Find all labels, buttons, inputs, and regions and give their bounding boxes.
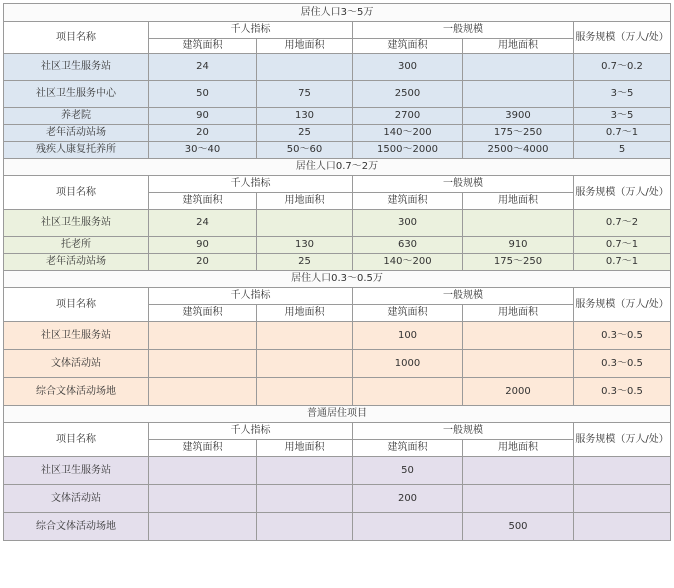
header-land-area: 用地面积	[257, 39, 353, 54]
per-thousand-building-cell	[149, 513, 257, 541]
general-land-cell	[463, 350, 574, 378]
header-per-thousand: 千人指标	[149, 22, 353, 39]
per-thousand-building-cell: 24	[149, 54, 257, 81]
project-name-cell: 老年活动站场	[4, 125, 149, 142]
per-thousand-building-cell: 90	[149, 237, 257, 254]
per-thousand-land-cell: 25	[257, 125, 353, 142]
table-row	[4, 254, 671, 271]
section-title: 普通居住项目	[4, 406, 671, 423]
header-service-scale: 服务规模（万人/处）	[574, 22, 671, 54]
per-thousand-land-cell	[257, 54, 353, 81]
header-project-name: 项目名称	[4, 176, 149, 210]
general-building-cell: 140～200	[353, 254, 463, 271]
section-title: 居住人口3～5万	[4, 4, 671, 22]
project-name-cell: 综合文体活动场地	[4, 378, 149, 406]
per-thousand-land-cell	[257, 350, 353, 378]
project-name-cell: 社区卫生服务站	[4, 54, 149, 81]
general-land-cell	[463, 322, 574, 350]
header-building-area: 建筑面积	[353, 39, 463, 54]
header-row	[4, 423, 671, 440]
header-general-scale: 一般规模	[353, 176, 574, 193]
per-thousand-land-cell: 130	[257, 237, 353, 254]
general-building-cell	[353, 513, 463, 541]
service-scale-cell	[574, 513, 671, 541]
header-row	[4, 176, 671, 193]
header-general-scale: 一般规模	[353, 288, 574, 305]
table-row	[4, 210, 671, 237]
table-row	[4, 237, 671, 254]
service-scale-cell: 0.7～1	[574, 254, 671, 271]
general-building-cell: 1000	[353, 350, 463, 378]
header-land-area: 用地面积	[257, 193, 353, 210]
project-name-cell: 社区卫生服务站	[4, 210, 149, 237]
general-building-cell: 630	[353, 237, 463, 254]
per-thousand-building-cell: 90	[149, 108, 257, 125]
table-row	[4, 350, 671, 378]
table-row	[4, 108, 671, 125]
header-per-thousand: 千人指标	[149, 423, 353, 440]
section-title-row	[4, 159, 671, 176]
section-title-row	[4, 4, 671, 22]
header-project-name: 项目名称	[4, 423, 149, 457]
per-thousand-land-cell: 75	[257, 81, 353, 108]
project-name-cell: 社区卫生服务中心	[4, 81, 149, 108]
general-land-cell: 3900	[463, 108, 574, 125]
service-scale-cell: 3～5	[574, 81, 671, 108]
header-per-thousand: 千人指标	[149, 288, 353, 305]
header-land-area: 用地面积	[463, 305, 574, 322]
general-building-cell: 1500～2000	[353, 142, 463, 159]
per-thousand-building-cell	[149, 350, 257, 378]
header-land-area: 用地面积	[463, 440, 574, 457]
general-land-cell	[463, 485, 574, 513]
header-land-area: 用地面积	[257, 440, 353, 457]
per-thousand-building-cell: 50	[149, 81, 257, 108]
per-thousand-building-cell: 24	[149, 210, 257, 237]
general-land-cell: 175～250	[463, 125, 574, 142]
service-scale-cell: 0.3～0.5	[574, 322, 671, 350]
general-building-cell: 300	[353, 210, 463, 237]
header-building-area: 建筑面积	[149, 39, 257, 54]
project-name-cell: 文体活动站	[4, 485, 149, 513]
table-row	[4, 81, 671, 108]
per-thousand-building-cell	[149, 485, 257, 513]
facility-table-wrapper	[3, 3, 670, 585]
per-thousand-building-cell: 30～40	[149, 142, 257, 159]
general-building-cell: 100	[353, 322, 463, 350]
general-building-cell	[353, 378, 463, 406]
section-title-row	[4, 406, 671, 423]
table-row	[4, 142, 671, 159]
header-land-area: 用地面积	[463, 39, 574, 54]
section-title-row	[4, 271, 671, 288]
service-scale-cell: 5	[574, 142, 671, 159]
table-row	[4, 513, 671, 541]
general-land-cell	[463, 457, 574, 485]
per-thousand-land-cell	[257, 513, 353, 541]
section-title: 居住人口0.3～0.5万	[4, 271, 671, 288]
general-building-cell: 2500	[353, 81, 463, 108]
table-row	[4, 457, 671, 485]
service-scale-cell: 0.7～1	[574, 237, 671, 254]
header-building-area: 建筑面积	[353, 193, 463, 210]
project-name-cell: 残疾人康复托养所	[4, 142, 149, 159]
table-row	[4, 485, 671, 513]
project-name-cell: 养老院	[4, 108, 149, 125]
header-project-name: 项目名称	[4, 22, 149, 54]
header-row	[4, 22, 671, 39]
table-row	[4, 125, 671, 142]
header-building-area: 建筑面积	[149, 305, 257, 322]
general-land-cell: 910	[463, 237, 574, 254]
header-building-area: 建筑面积	[353, 305, 463, 322]
header-building-area: 建筑面积	[149, 193, 257, 210]
project-name-cell: 社区卫生服务站	[4, 457, 149, 485]
general-land-cell	[463, 54, 574, 81]
header-project-name: 项目名称	[4, 288, 149, 322]
general-building-cell: 300	[353, 54, 463, 81]
per-thousand-building-cell	[149, 322, 257, 350]
project-name-cell: 老年活动站场	[4, 254, 149, 271]
header-building-area: 建筑面积	[149, 440, 257, 457]
per-thousand-land-cell: 130	[257, 108, 353, 125]
service-scale-cell: 3～5	[574, 108, 671, 125]
general-land-cell: 2000	[463, 378, 574, 406]
per-thousand-building-cell	[149, 378, 257, 406]
per-thousand-land-cell	[257, 457, 353, 485]
header-service-scale: 服务规模（万人/处）	[574, 288, 671, 322]
general-building-cell: 50	[353, 457, 463, 485]
service-scale-cell: 0.3～0.5	[574, 378, 671, 406]
general-building-cell: 140～200	[353, 125, 463, 142]
service-scale-cell: 0.7～0.2	[574, 54, 671, 81]
section-title: 居住人口0.7～2万	[4, 159, 671, 176]
per-thousand-land-cell	[257, 378, 353, 406]
project-name-cell: 社区卫生服务站	[4, 322, 149, 350]
header-row	[4, 288, 671, 305]
project-name-cell: 托老所	[4, 237, 149, 254]
general-land-cell: 175～250	[463, 254, 574, 271]
table-row	[4, 54, 671, 81]
table-row	[4, 378, 671, 406]
per-thousand-land-cell	[257, 210, 353, 237]
project-name-cell: 文体活动站	[4, 350, 149, 378]
per-thousand-land-cell	[257, 322, 353, 350]
header-building-area: 建筑面积	[353, 440, 463, 457]
per-thousand-building-cell	[149, 457, 257, 485]
per-thousand-land-cell: 50～60	[257, 142, 353, 159]
service-scale-cell: 0.7～2	[574, 210, 671, 237]
general-building-cell: 200	[353, 485, 463, 513]
service-scale-cell: 0.7～1	[574, 125, 671, 142]
facility-standards-table	[3, 3, 671, 541]
general-land-cell: 2500～4000	[463, 142, 574, 159]
per-thousand-land-cell	[257, 485, 353, 513]
header-general-scale: 一般规模	[353, 423, 574, 440]
per-thousand-land-cell: 25	[257, 254, 353, 271]
general-land-cell: 500	[463, 513, 574, 541]
header-land-area: 用地面积	[463, 193, 574, 210]
general-building-cell: 2700	[353, 108, 463, 125]
table-row	[4, 322, 671, 350]
per-thousand-building-cell: 20	[149, 254, 257, 271]
header-land-area: 用地面积	[257, 305, 353, 322]
header-service-scale: 服务规模（万人/处）	[574, 176, 671, 210]
project-name-cell: 综合文体活动场地	[4, 513, 149, 541]
header-service-scale: 服务规模（万人/处）	[574, 423, 671, 457]
general-land-cell	[463, 81, 574, 108]
service-scale-cell	[574, 485, 671, 513]
service-scale-cell: 0.3～0.5	[574, 350, 671, 378]
service-scale-cell	[574, 457, 671, 485]
general-land-cell	[463, 210, 574, 237]
header-general-scale: 一般规模	[353, 22, 574, 39]
per-thousand-building-cell: 20	[149, 125, 257, 142]
header-per-thousand: 千人指标	[149, 176, 353, 193]
